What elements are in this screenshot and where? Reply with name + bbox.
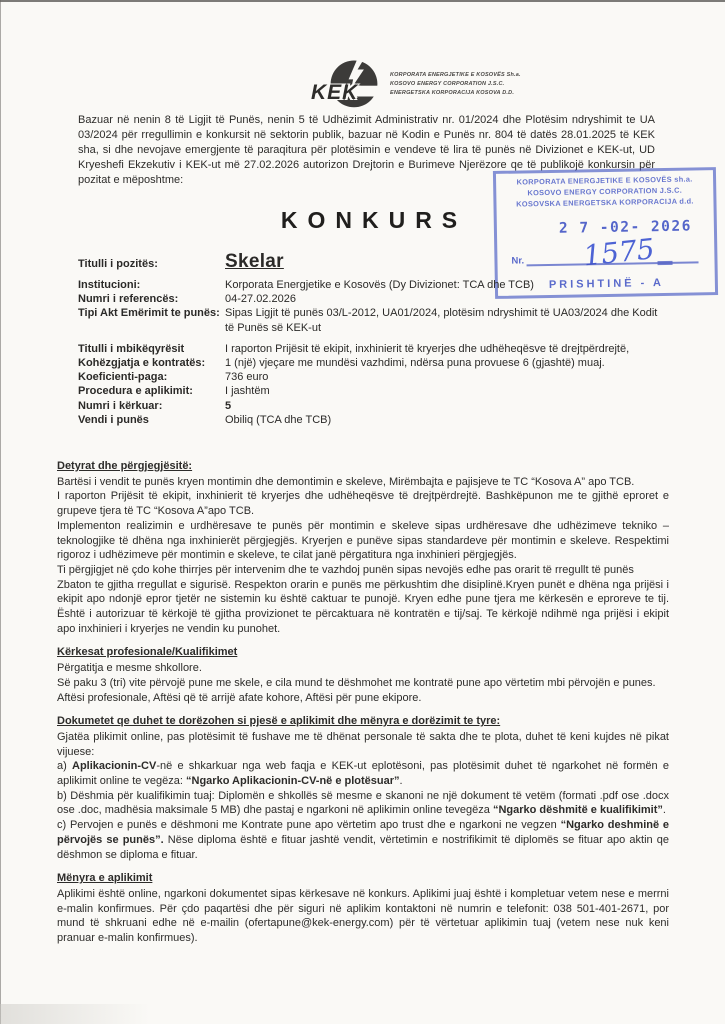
field-label-reference-number: Numri i referencës: <box>78 293 179 306</box>
requirements-paragraph-3: Aftësi profesionale, Aftësi që të arrijë afate kohore, Aftësi për pune ekipore. <box>57 691 422 704</box>
duties-paragraph-3: Implementon realizimin e urdhëresave te punës për montimin e skeleve sipas urdhëresave dhe udhëzimeve tekniko – teknologjike të dhëna nga inxhinierët përgjegjës. Kryerjen e punëve sipas standardeve për montimin e skeleve. Respektimi rigoroz i udhëzimeve për montimin e skeleve, te cilat janë përgatitura nga inxhinieri përgjegjës. <box>57 519 669 562</box>
documents-intro: Gjatëa plikimit online, pas plotësimit të fushave me të dhënat personale të sakta dhe te plota, duhet të keni kujdes në pikat vijuese: <box>57 730 669 758</box>
field-row-reference-number <box>78 292 668 306</box>
logo-line-2: KOSOVO ENERGY CORPORATION J.S.C. <box>390 81 505 88</box>
field-value-salary: 736 euro <box>225 371 269 384</box>
field-label-required-number: Numri i kërkuar: <box>78 399 163 412</box>
doc-a-segment-3: -në e shkarkuar nga web faqja e KEK-ut eplotësoni, pas plotësimit duhet të ngarkohet në formën e aplikimit online te vegëza: <box>57 760 669 788</box>
documents-heading: Dokumetet qe duhet te dorëzohen si pjesë e aplikimit dhe mënyra e dorëzimit te tyre: <box>57 715 501 728</box>
doc-a-segment-2: Aplikacionin-CV <box>72 760 157 773</box>
field-row-contract-duration <box>78 356 668 370</box>
duties-paragraph-2: I raporton Prijësit të ekipit, inxhinierit të kryerjes dhe udhëheqësve të drejtpërdrejtë. Bashkëpunon me te gjithë eproret e grupeve tjera të TC “Kosova A”apo TCB. <box>57 490 669 518</box>
field-label-procedure: Procedura e aplikimit: <box>78 385 193 398</box>
stamp-handwritten-number: 1575 <box>581 232 657 273</box>
intro-paragraph: Bazuar në nenin 8 të Ligjit të Punës, nenin 5 të Udhëzimit Administrativ nr. 01/2024 dhe Plotësim ndryshimit te UA 03/2024 për rregullimin e konkursit në sektorin publik, bazuar në Kodin e Punës nr. 804 të datës 28.01.2025 të KEK sha, si dhe nevojave emergjente të paraqitura për plotësimin e vendeve të lira të punës në Divizionet e KEK-ut, UD Kryeshefi Ekzekutiv i KEK-ut më 27.02.2026 autorizon Drejtorin e Burimeve Njerëzore qe të publikojë konkursin për pozitat e mëposhtme: <box>78 114 655 186</box>
field-label-institution: Institucioni: <box>78 279 141 291</box>
stamp-org-line-1: KORPORATA ENERGJETIKE E KOSOVËS sh.a. <box>516 174 693 187</box>
document-item-c <box>57 818 669 862</box>
position-title: Skelar <box>225 251 284 272</box>
field-row-supervisor <box>78 342 668 356</box>
field-row-work-location <box>78 413 668 427</box>
kek-logo-icon <box>311 56 381 110</box>
logo-line-1: KORPORATA ENERGJETIKE E KOSOVËS Sh.a. <box>390 72 521 78</box>
doc-b-segment-3: . <box>662 804 666 817</box>
requirements-heading: Kërkesat profesionale/Kualifikimet <box>57 646 238 659</box>
section-duties <box>57 459 669 636</box>
logo-line-3: ENERGETSKA KORPORACIJA KOSOVA D.D. <box>390 90 515 97</box>
field-row-institution <box>78 278 668 292</box>
position-details <box>78 250 668 427</box>
scan-smudge <box>0 1004 150 1024</box>
field-row-procedure <box>78 384 668 398</box>
section-requirements <box>57 645 669 705</box>
kek-logo-subtitle <box>390 71 521 98</box>
duties-paragraph-1: Bartësi i vendit te punës kryen montimin dhe demontimin e skeleve, Mirëmbajta e pajisjeve te TC “Kosova A” apo TCB. <box>57 475 635 488</box>
document-item-b <box>57 789 669 818</box>
document-title: KONKURS <box>280 207 468 233</box>
field-label-supervisor: Titulli i mbikëqyrësit <box>78 342 185 355</box>
field-label-contract-duration: Kohëzgjatja e kontratës: <box>78 357 206 370</box>
application-text: Aplikimi është online, ngarkoni dokumentet sipas kërkesave në konkurs. Aplikimi juaj është i kompletuar vetem nese e merrni e-malin konfirmues. Për çdo paqartësi dhe për siguri në aplikim kontaktoni në numrin e telefonit: 038 501-401-2671, por mund të shkruani edhe në e-mailin (ofertapune@kek-energy.com) për të vërtetuar aplikimin tuaj (vetem nese nuk keni pranuar e-malin konfirmues). <box>57 887 669 945</box>
requirements-paragraph-2: Së paku 3 (tri) vite përvojë pune me skele, e cila mund te dëshmohet me kontratë pune apo vërtetim mbi përvojën e punes. <box>57 676 656 689</box>
doc-b-segment-2: “Ngarko dëshmitë e kualifikimit” <box>492 804 663 817</box>
field-value-employment-act: Sipas Ligjit të punës 03/L-2012, UA01/2024, plotësim ndryshimit të UA03/2024 dhe Kodit të Punës së KEK-ut <box>225 307 658 334</box>
requirements-paragraph-1: Përgatitja e mesme shkollore. <box>57 662 202 675</box>
duties-paragraph-5: Zbaton te gjitha rregullat e sigurisë. Respekton orarin e punës me përkushtim dhe disiplinë.Kryen punët e dhëna nga prijësi i ekipit apo ndonjë epror tjetër ne sistemin ku është caktuar te punojë. Kryen edhe pune tjera me kërkesën e eproreve te tij. Është i autorizuar të kërkojë të gjitha provizionet te përcaktuara në kontratën e tij/saj. Te kërkojë ndihmë nga prijësi i ekipit apo inxhinieri i kryerjes ne vendin ku punohet. <box>57 578 669 635</box>
doc-a-segment-1: a) <box>57 760 72 773</box>
field-row-position-title <box>78 250 668 273</box>
field-label-work-location: Vendi i punës <box>78 413 149 426</box>
duties-paragraph-4: Ti përgjigjet në çdo kohe thirrjes për intervenim dhe te vazhdoj punën sipas nevojës edhe pas orarit të rregullt të punës <box>57 563 634 576</box>
stamp-org-line-2: KOSOVO ENERGY CORPORATION J.S.C. <box>527 185 683 198</box>
kek-logo <box>311 56 521 110</box>
field-value-work-location: Obiliq (TCA dhe TCB) <box>225 413 332 426</box>
stamp-city: PRISHTINË - A <box>548 276 664 291</box>
doc-a-segment-4: “Ngarko Aplikacionin-CV-në e plotësuar” <box>186 775 400 788</box>
stamp-date: 2 7 -02- 2026 <box>558 218 693 238</box>
document-body <box>57 459 669 946</box>
doc-c-segment-3: Nëse diploma është e fituar jashtë vendit, vërtetimin e nostrifikimit të diplomës se fituar apo aktin qe dëshmon se diploma e fituar. <box>57 833 669 861</box>
section-documents <box>57 714 669 862</box>
document-item-a <box>57 759 669 788</box>
stamp-number-label: Nr. <box>511 255 525 267</box>
field-value-contract-duration: 1 (një) vjeçare me mundësi vazhdimi, ndërsa puna provuese 6 (gjashtë) muaj. <box>225 357 605 370</box>
stamp-header <box>496 173 714 210</box>
field-value-reference-number: 04-27.02.2026 <box>225 293 296 306</box>
field-value-supervisor: I raporton Prijësit të ekipit, inxhinierit të kryerjes dhe udhëheqësve të drejtpërdrejtë, <box>225 342 630 355</box>
field-row-employment-act <box>78 306 668 334</box>
scan-edge-top <box>0 0 725 2</box>
doc-c-segment-2: “Ngarko deshminë e përvojës se punës”. <box>57 819 669 846</box>
field-label-position-title: Titulli i pozitës: <box>78 258 158 270</box>
scan-edge-left <box>0 0 1 1024</box>
kek-logo-text: KEK <box>311 81 359 104</box>
doc-b-segment-1: b) Dëshmia për kualifikimin tuaj: Diplomën e shkollës së mesme e skanoni ne një dokument të vetëm (formati .pdf ose .docx ose .doc, madhësia maksimale 5 MB) dhe pastaj e ngarkoni në aplikimin online tevegëza <box>57 789 669 817</box>
field-row-salary <box>78 370 668 384</box>
doc-a-segment-5: . <box>399 775 403 788</box>
stamp-org-line-3: KOSOVSKA ENERGETSKA KORPORACIJA d.d. <box>516 196 694 209</box>
duties-heading: Detyrat dhe përgjegjësitë: <box>57 460 193 472</box>
doc-c-segment-1: c) Pervojen e punës e dëshmoni me Kontrate pune apo vërtetim apo trust dhe e ngarkoni ne vegzen <box>57 819 561 832</box>
field-value-institution: Korporata Energjetike e Kosovës (Dy Divizionet: TCA dhe TCB) <box>225 279 534 291</box>
section-application <box>57 871 669 946</box>
field-value-procedure: I jashtëm <box>225 385 270 398</box>
field-label-employment-act: Tipi Akt Emërimit te punës: <box>78 307 220 320</box>
field-label-salary: Koeficienti-paga: <box>78 371 168 384</box>
field-value-required-number: 5 <box>225 399 232 412</box>
field-row-required-number <box>78 399 668 413</box>
application-heading: Mënyra e aplikimit <box>57 872 153 885</box>
